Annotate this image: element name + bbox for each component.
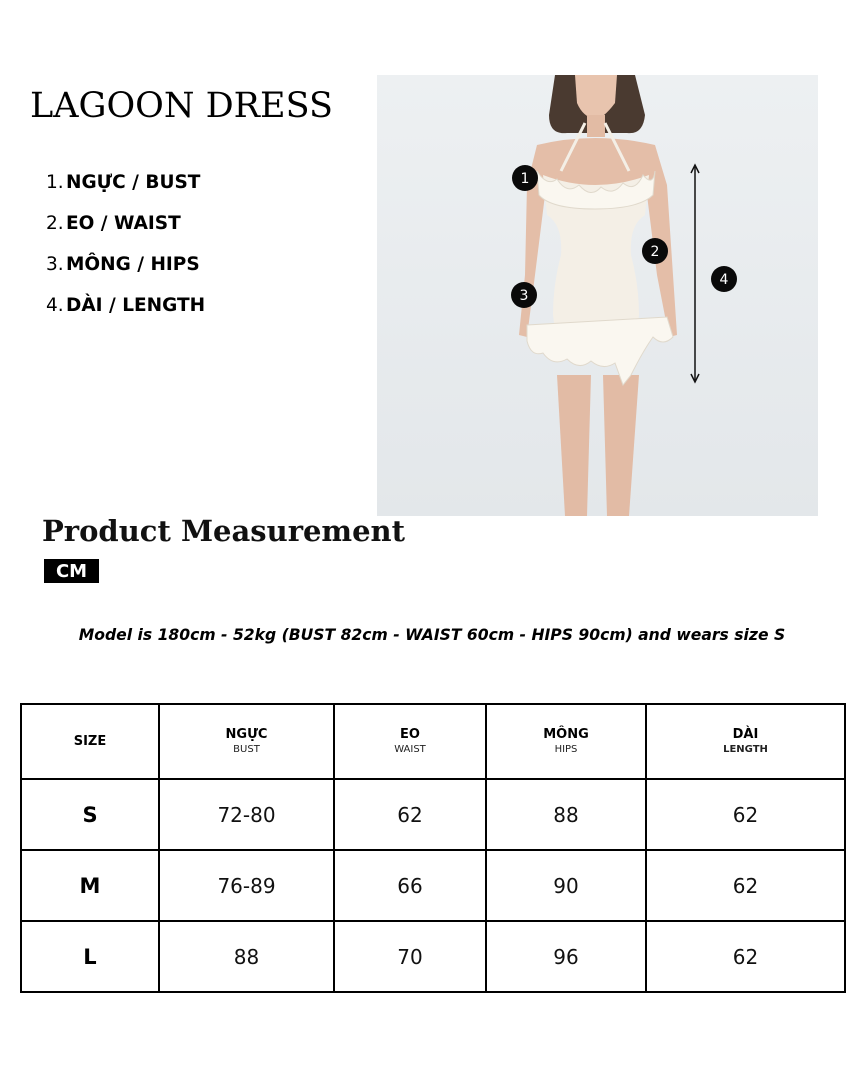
table-header-row [21, 704, 845, 779]
marker-2 [642, 238, 668, 264]
table-row [21, 921, 845, 992]
measure-point-number: 4. [46, 295, 64, 316]
measure-point-waist [46, 203, 205, 244]
bust-cell: 76-89 [159, 850, 334, 921]
measurement-heading: Product Measurement [42, 514, 406, 548]
product-title: LAGOON DRESS [30, 86, 333, 126]
measure-point-bust [46, 162, 205, 203]
size-cell: M [21, 850, 159, 921]
length-cell: 62 [646, 921, 845, 992]
header-size: SIZE [21, 704, 159, 779]
waist-cell: 66 [334, 850, 486, 921]
waist-cell: 70 [334, 921, 486, 992]
measure-point-hips [46, 244, 205, 285]
bust-cell: 72-80 [159, 779, 334, 850]
length-cell: 62 [646, 779, 845, 850]
unit-badge: CM [44, 559, 99, 583]
measurement-points-list [46, 162, 205, 326]
header-length: DÀI LENGTH [646, 704, 845, 779]
table-row [21, 779, 845, 850]
marker-4 [711, 266, 737, 292]
marker-3 [511, 282, 537, 308]
size-cell: S [21, 779, 159, 850]
svg-text:4: 4 [719, 272, 729, 288]
svg-text:1: 1 [520, 171, 530, 187]
measure-point-label: NGỰC / BUST [66, 172, 201, 193]
size-cell: L [21, 921, 159, 992]
marker-1 [512, 165, 538, 191]
header-waist: EO WAIST [334, 704, 486, 779]
measure-point-number: 3. [46, 254, 64, 275]
measure-point-label: EO / WAIST [66, 213, 181, 234]
model-size-note: Model is 180cm - 52kg (BUST 82cm - WAIST 60cm - HIPS 90cm) and wears size S [78, 626, 786, 644]
measure-point-number: 2. [46, 213, 64, 234]
header-bust: NGỰC BUST [159, 704, 334, 779]
model-illustration [377, 75, 818, 516]
svg-text:3: 3 [519, 288, 529, 304]
svg-text:2: 2 [650, 244, 660, 260]
waist-cell: 62 [334, 779, 486, 850]
measure-point-label: DÀI / LENGTH [66, 295, 206, 316]
measure-point-length [46, 285, 205, 326]
measure-point-label: MÔNG / HIPS [66, 254, 200, 275]
length-cell: 62 [646, 850, 845, 921]
hips-cell: 90 [486, 850, 646, 921]
hips-cell: 96 [486, 921, 646, 992]
size-chart-table [20, 703, 846, 993]
bust-cell: 88 [159, 921, 334, 992]
hips-cell: 88 [486, 779, 646, 850]
measure-point-number: 1. [46, 172, 64, 193]
table-row [21, 850, 845, 921]
model-photo [377, 75, 818, 516]
header-hips: MÔNG HIPS [486, 704, 646, 779]
